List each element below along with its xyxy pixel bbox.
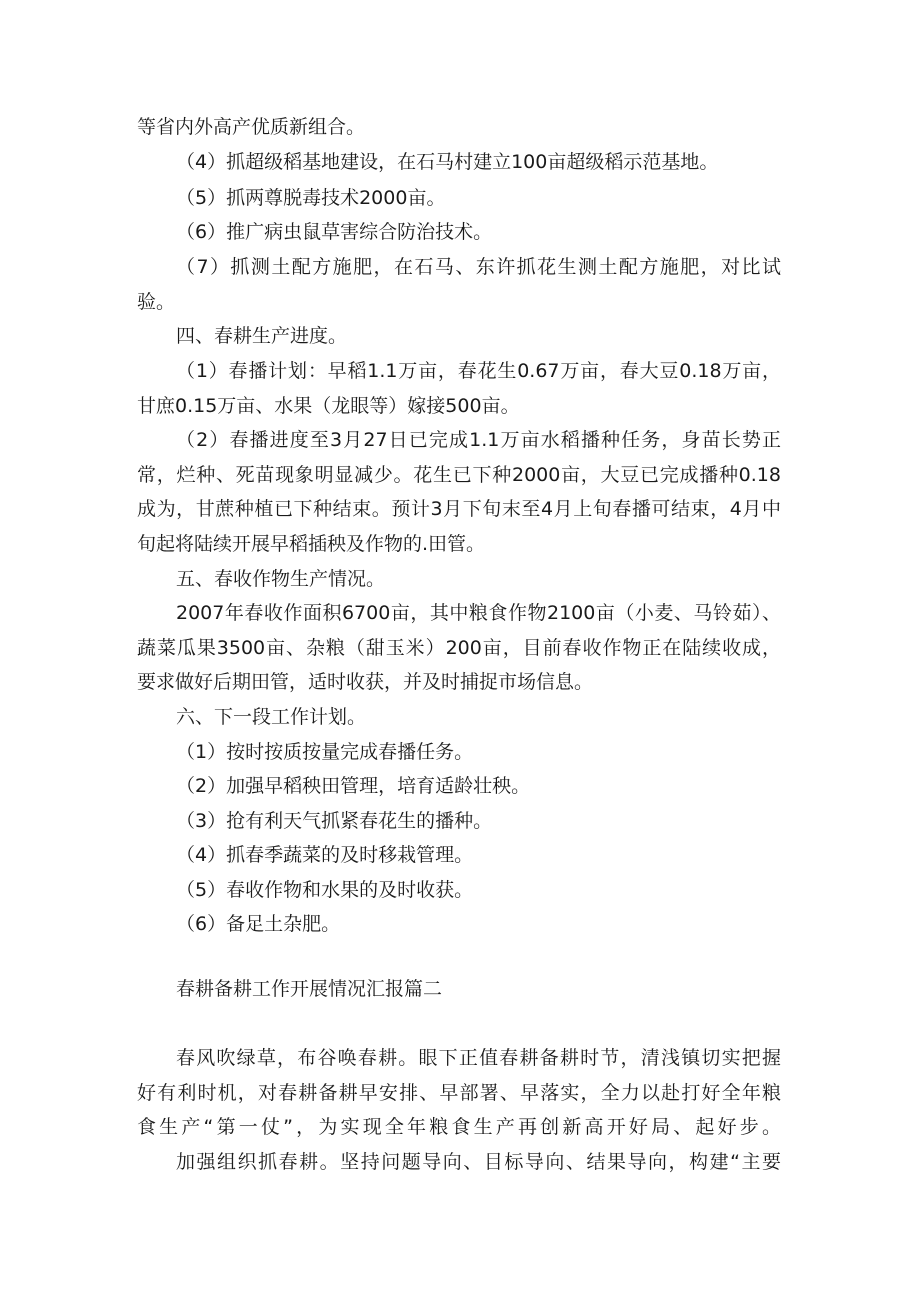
text-line: 食生产“第一仗”，为实现全年粮食生产再创新高开好局、起好步。	[137, 1116, 781, 1138]
text-line: （2）春播进度至3月27日已完成1.1万亩水稻播种任务，身苗长势正	[176, 429, 781, 451]
article-title: 春耕备耕工作开展情况汇报篇二	[176, 978, 443, 1000]
text-line: 旬起将陆续开展早稻插秧及作物的.田管。	[137, 533, 486, 555]
text-line: （6）推广病虫鼠草害综合防治技术。	[176, 221, 493, 243]
text-line: 甘庶0.15万亩、水果（龙眼等）嫁接500亩。	[137, 395, 520, 417]
text-line: 要求做好后期田管，适时收获，并及时捕捉市场信息。	[137, 671, 594, 693]
text-line: 好有利时机，对春耕备耕早安排、早部署、早落实，全力以赴打好全年粮	[137, 1082, 781, 1104]
text-line: （5）抓两尊脱毒技术2000亩。	[176, 187, 446, 209]
text-line: （4）抓春季蔬菜的及时移栽管理。	[176, 844, 474, 866]
text-line: （3）抢有利天气抓紧春花生的播种。	[176, 810, 493, 832]
text-line: （6）备足土杂肥。	[176, 913, 341, 935]
text-line: 常，烂种、死苗现象明显减少。花生已下种2000亩，大豆已完成播种0.18	[137, 464, 781, 486]
section-heading: 六、下一段工作计划。	[176, 706, 367, 728]
text-line: （1）按时按质按量完成春播任务。	[176, 741, 474, 763]
text-line: （1）春播计划：早稻1.1万亩，春花生0.67万亩，春大豆0.18万亩，	[176, 360, 781, 382]
text-line: 2007年春收作面积6700亩，其中粮食作物2100亩（小麦、马铃茹）、	[176, 602, 781, 624]
text-line: 验。	[137, 291, 176, 313]
text-line: 春风吹绿草，布谷唤春耕。眼下正值春耕备耕时节，清浅镇切实把握	[176, 1047, 781, 1069]
text-line: 成为，甘蔗种植已下种结束。预计3月下旬末至4月上旬春播可结束，4月中	[137, 498, 781, 520]
text-line: （5）春收作物和水果的及时收获。	[176, 879, 474, 901]
text-line: （7）抓测土配方施肥，在石马、东许抓花生测土配方施肥，对比试	[176, 256, 781, 278]
text-line: （2）加强早稻秧田管理，培育适龄壮秧。	[176, 775, 531, 797]
text-line: 等省内外高产优质新组合。	[137, 116, 366, 138]
text-line: （4）抓超级稻基地建设，在石马村建立100亩超级稻示范基地。	[176, 151, 719, 173]
text-line: 加强组织抓春耕。坚持问题导向、目标导向、结果导向，构建“主要	[176, 1151, 781, 1173]
section-heading: 四、春耕生产进度。	[176, 325, 348, 347]
text-line: 蔬菜瓜果3500亩、杂粮（甜玉米）200亩，目前春收作物正在陆续收成，	[137, 637, 781, 659]
section-heading: 五、春收作物生产情况。	[176, 568, 386, 590]
